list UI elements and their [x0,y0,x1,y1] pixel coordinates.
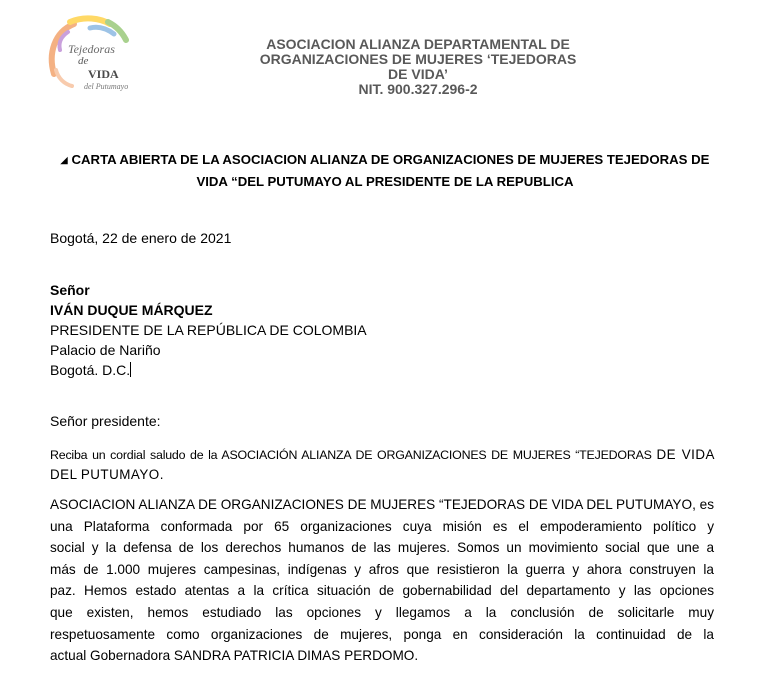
recipient-salutation: Señor [50,282,90,298]
recipient-city [50,362,131,378]
letter-date: Bogotá, 22 de enero de 2021 [50,230,232,246]
logo-text-tejedoras: Tejedoras [68,42,115,56]
recipient-position: PRESIDENTE DE LA REPÚBLICA DE COLOMBIA [50,322,367,338]
recipient-city-text: Bogotá. D.C. [50,362,131,378]
body-line: paz. Hemos estado atentas a la crítica situación de gobernabilidad del departamento y las opciones [50,583,714,599]
logo-text-de: de [78,55,89,67]
recipient-name: IVÁN DUQUE MÁRQUEZ [50,302,213,318]
body-line: una Plataforma conformada por 65 organizaciones cuya misión es el empoderamiento político y [50,518,714,534]
header-line-3: DE VIDA’ [388,66,448,82]
body-line: que existen, hemos estudiado las opciones y llegamos a la conclusión de solicitarle muy [50,604,714,620]
intro-part-1: Reciba un cordial saludo de la ASOCIACIÓN ALIANZA DE ORGANIZACIONES DE MUJERES “TEJEDORAS [50,448,652,462]
intro-paragraph [50,445,715,485]
collapse-triangle-icon[interactable]: ◢ [60,155,68,165]
body-line: ASOCIACION ALIANZA DE ORGANIZACIONES DE MUJERES “TEJEDORAS DE VIDA DEL PUTUMAYO, es [50,497,714,512]
logo-text-putumayo: del Putumayo [84,82,129,91]
body-paragraph [50,494,714,667]
title-line-2: VIDA “DEL PUTUMAYO AL PRESIDENTE DE LA REPUBLICA [196,174,574,189]
letter-title [40,149,730,193]
organization-header [236,37,600,97]
header-line-2: ORGANIZACIONES DE MUJERES ‘TEJEDORAS [259,51,577,67]
header-nit: NIT. 900.327.296-2 [358,81,478,97]
title-line-1: CARTA ABIERTA DE LA ASOCIACION ALIANZA DE ORGANIZACIONES DE MUJERES TEJEDORAS DE [71,152,710,167]
intro-part-2: DE VIDA DEL [50,447,715,482]
text-cursor [130,362,131,377]
intro-part-3: PUTUMAYO. [80,467,164,482]
body-line: más de 1.000 mujeres campesinas, indígenas y afros que resistieron la guerra y ahora construyen la [50,561,714,577]
logo-text-vida: VIDA [88,67,119,81]
header-line-1: ASOCIACION ALIANZA DEPARTAMENTAL DE [266,36,570,52]
body-line: actual Gobernadora SANDRA PATRICIA DIMAS PERDOMO. [50,648,419,664]
organization-logo [44,14,134,94]
recipient-place: Palacio de Nariño [50,342,161,358]
body-line: respetuosamente como organizaciones de mujeres, ponga en consideración la continuidad de la [50,626,714,642]
body-line: social y la defensa de los derechos humanos de las mujeres. Somos un movimiento social que une a [50,540,714,556]
greeting: Señor presidente: [50,413,161,429]
